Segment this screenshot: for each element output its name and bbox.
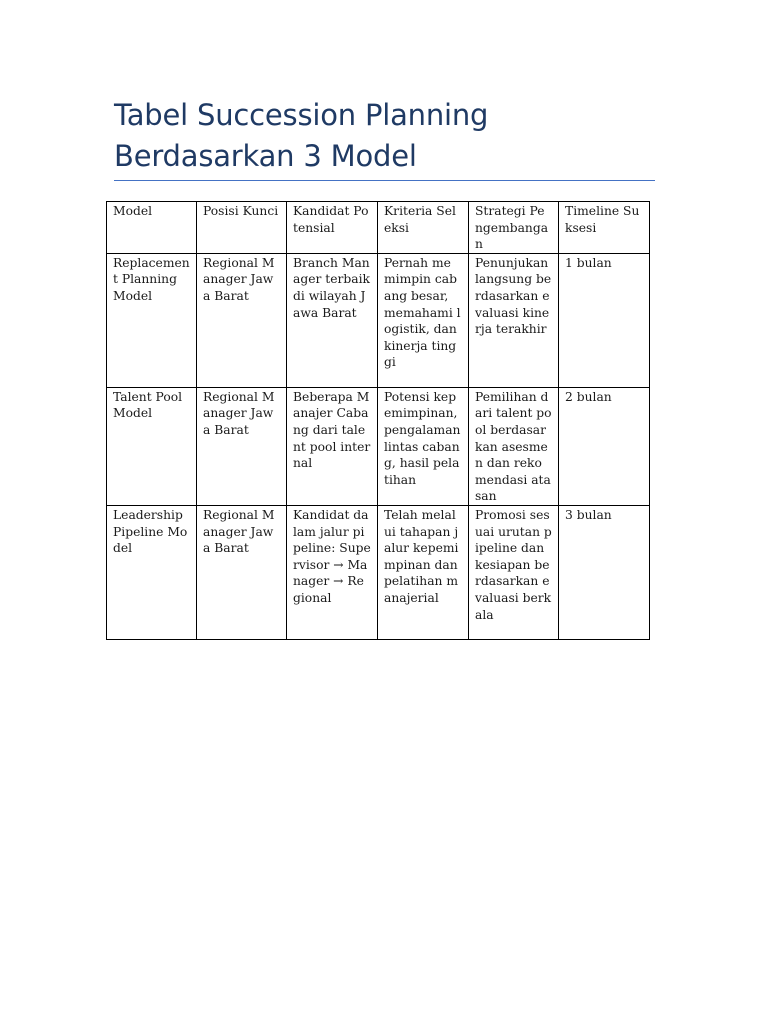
header-cell: Posisi Kunci: [197, 202, 287, 254]
kriteria-cell: Potensi kepemimpinan, pengalaman lintas cabang, hasil pelatihan: [378, 387, 469, 505]
posisi-cell: Regional Manager Jawa Barat: [197, 505, 287, 639]
timeline-cell: 3 bulan: [559, 505, 650, 639]
model-cell: Talent Pool Model: [107, 387, 197, 505]
posisi-cell: Regional Manager Jawa Barat: [197, 387, 287, 505]
model-cell: Replacement Planning Model: [107, 253, 197, 387]
table-row: [107, 505, 650, 639]
header-cell: Model: [107, 202, 197, 254]
timeline-cell: 2 bulan: [559, 387, 650, 505]
table-row: [107, 387, 650, 505]
header-cell: Strategi Pengembangan: [469, 202, 559, 254]
document-title: Tabel Succession Planning Berdasarkan 3 Model: [114, 98, 489, 173]
strategi-cell: Pemilihan dari talent pool berdasarkan asesmen dan rekomendasi atasan: [469, 387, 559, 505]
kandidat-cell: Branch Manager terbaik di wilayah Jawa Barat: [287, 253, 378, 387]
table-row: [107, 253, 650, 387]
strategi-cell: Promosi sesuai urutan pipeline dan kesiapan berdasarkan evaluasi berkala: [469, 505, 559, 639]
model-cell: Leadership Pipeline Model: [107, 505, 197, 639]
kandidat-cell: Beberapa Manajer Cabang dari talent pool internal: [287, 387, 378, 505]
timeline-cell: 1 bulan: [559, 253, 650, 387]
posisi-cell: Regional Manager Jawa Barat: [197, 253, 287, 387]
header-cell: Kandidat Potensial: [287, 202, 378, 254]
header-cell: Kriteria Seleksi: [378, 202, 469, 254]
kriteria-cell: Telah melalui tahapan jalur kepemimpinan dan pelatihan manajerial: [378, 505, 469, 639]
table-header-row: [107, 202, 650, 254]
header-cell: Timeline Suksesi: [559, 202, 650, 254]
strategi-cell: Penunjukan langsung berdasarkan evaluasi kinerja terakhir: [469, 253, 559, 387]
kandidat-cell: Kandidat dalam jalur pipeline: Supervisor → Manager → Regional: [287, 505, 378, 639]
succession-planning-table: [106, 201, 650, 640]
title-underline: [114, 180, 655, 181]
kriteria-cell: Pernah memimpin cabang besar, memahami logistik, dan kinerja tinggi: [378, 253, 469, 387]
